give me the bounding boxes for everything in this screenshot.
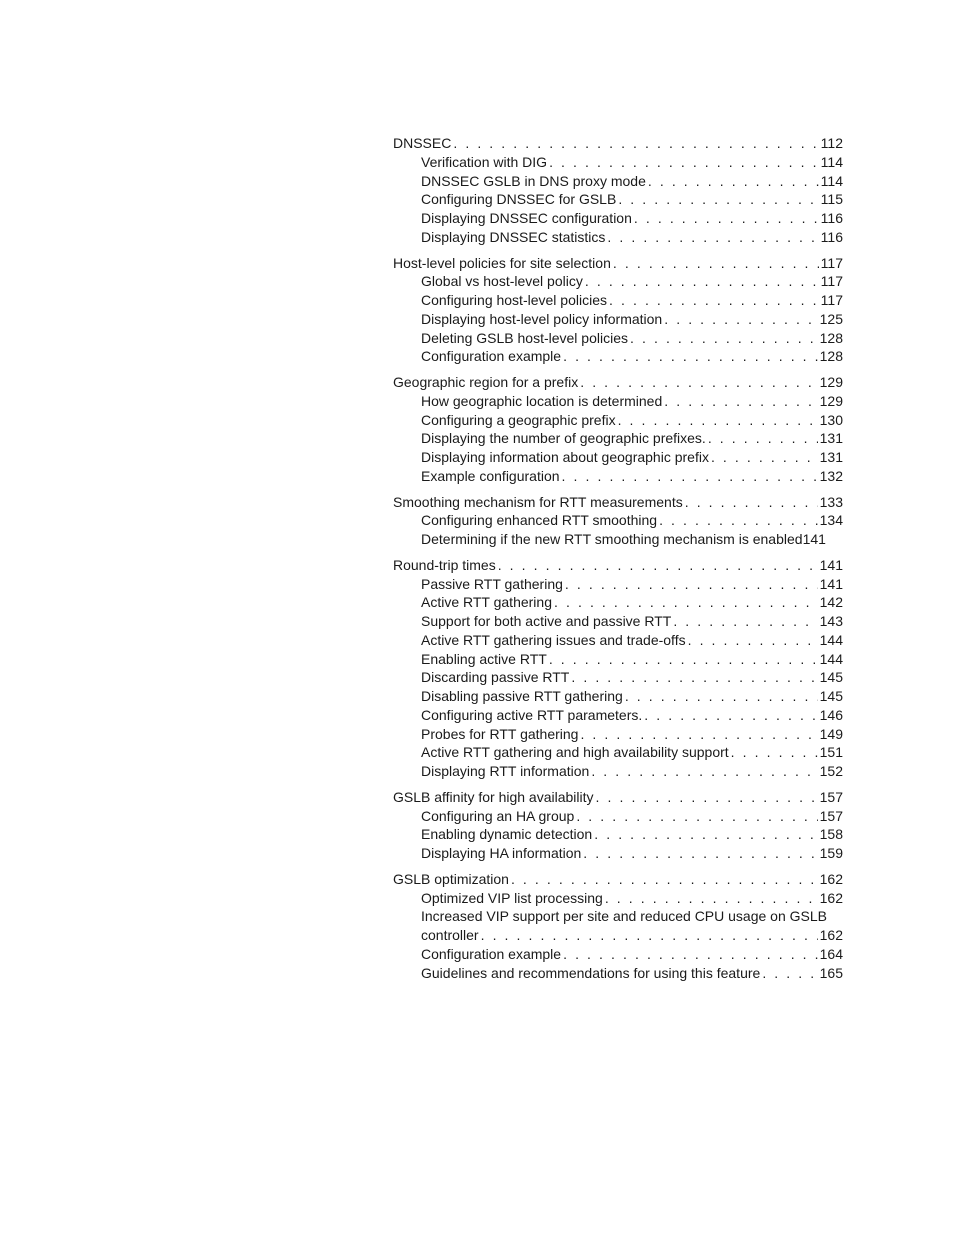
toc-subentry-title: Displaying host-level policy information [421, 310, 663, 327]
toc-subentry-title: Displaying information about geographic prefix [421, 449, 709, 465]
dot-leader [630, 329, 818, 348]
page-number: 117 [820, 273, 843, 290]
toc-subentry-title: Configuration example [421, 348, 562, 365]
page-number: 144 [819, 631, 843, 648]
toc-subentry[interactable] [393, 593, 843, 612]
toc-subentry[interactable] [393, 650, 843, 669]
toc-subentry[interactable] [393, 964, 843, 983]
toc-subentry[interactable] [393, 530, 843, 549]
page-number: 116 [820, 210, 843, 226]
dot-leader [554, 593, 818, 612]
page-number: 134 [819, 512, 843, 529]
toc-subentry[interactable] [393, 272, 843, 291]
toc-subentry-title: Active RTT gathering and high availability support [421, 744, 729, 761]
toc-entry[interactable] [393, 373, 843, 392]
dot-leader [648, 172, 819, 191]
toc-subentry-title: Discarding passive RTT [421, 669, 570, 686]
toc-subentry-title: Disabling passive RTT gathering [421, 688, 623, 704]
toc-subentry-title: Probes for RTT gathering [421, 725, 579, 742]
toc-subentry-title: controller [421, 927, 479, 943]
toc-entry-title: GSLB optimization [393, 870, 509, 887]
dot-leader [711, 448, 818, 467]
toc-subentry-title: Global vs host-level policy [421, 273, 583, 290]
toc-subentry-title: Active RTT gathering issues and trade-offs [421, 631, 686, 648]
toc-subentry[interactable] [393, 448, 843, 467]
toc-subentry[interactable] [393, 807, 843, 826]
page-number: 165 [819, 964, 843, 981]
page-number: 141 [802, 531, 826, 547]
toc-entry-title: Smoothing mechanism for RTT measurements [393, 493, 683, 510]
dot-leader [685, 493, 818, 512]
toc-subentry-title: Enabling active RTT [421, 650, 547, 667]
dot-leader [613, 254, 819, 273]
dot-leader [563, 945, 818, 964]
page-number: 128 [819, 329, 843, 346]
toc-subentry[interactable] [393, 467, 843, 486]
page-number: 145 [819, 669, 843, 686]
toc-subentry-title: DNSSEC GSLB in DNS proxy mode [421, 172, 646, 189]
toc-subentry[interactable] [393, 329, 843, 348]
dot-leader [688, 631, 818, 650]
dot-leader [571, 668, 817, 687]
dot-leader [453, 134, 818, 153]
toc-subentry-title: Example configuration [421, 467, 560, 484]
table-of-contents [393, 134, 843, 989]
page-number: 149 [819, 725, 843, 742]
page-number: 131 [819, 430, 843, 447]
dot-leader [607, 228, 818, 247]
toc-subentry-title: Deleting GSLB host-level policies [421, 329, 628, 346]
toc-subentry[interactable] [393, 668, 843, 687]
toc-subentry-title: Displaying DNSSEC configuration [421, 210, 632, 226]
toc-subentry-title: Determining if the new RTT smoothing mechanism is enabled [421, 531, 803, 547]
page-number: 128 [819, 348, 843, 365]
page-number: 130 [819, 411, 843, 428]
toc-subentry[interactable] [393, 631, 843, 650]
toc-subentry-title: How geographic location is determined [421, 392, 663, 409]
toc-subentry[interactable] [393, 945, 843, 964]
toc-subentry[interactable] [393, 172, 843, 191]
dot-leader [583, 844, 817, 863]
toc-subentry[interactable] [393, 926, 843, 945]
page-number: 146 [819, 706, 843, 723]
page-number: 142 [819, 594, 843, 611]
toc-subentry-title: Displaying DNSSEC statistics [421, 228, 606, 245]
page-number: 117 [820, 292, 843, 308]
toc-entry[interactable] [393, 556, 843, 575]
dot-leader [664, 310, 817, 329]
toc-subentry[interactable] [393, 825, 843, 844]
toc-entry-title: Host-level policies for site selection [393, 254, 611, 271]
dot-leader [576, 807, 817, 826]
dot-leader [580, 373, 817, 392]
toc-entry-title: GSLB affinity for high availability [393, 788, 594, 805]
dot-leader [563, 347, 818, 366]
toc-subentry-title: Configuring enhanced RTT smoothing [421, 512, 658, 529]
toc-section [393, 788, 843, 863]
toc-subentry[interactable] [393, 687, 843, 706]
toc-section [393, 493, 843, 549]
toc-entry[interactable] [393, 788, 843, 807]
page-number: 151 [819, 744, 843, 761]
toc-entry[interactable] [393, 493, 843, 512]
toc-subentry[interactable] [393, 743, 843, 762]
dot-leader [594, 825, 817, 844]
page-number: 132 [819, 467, 843, 484]
toc-subentry[interactable] [393, 706, 843, 725]
dot-leader [673, 612, 817, 631]
toc-subentry-title-line[interactable]: Increased VIP support per site and reduced CPU usage on GSLB [421, 908, 827, 925]
dot-leader [549, 650, 818, 669]
toc-subentry-title: Configuring an HA group [421, 807, 575, 824]
page-number: 115 [820, 191, 843, 208]
toc-subentry[interactable] [393, 411, 843, 430]
toc-subentry[interactable] [393, 310, 843, 329]
toc-entry[interactable] [393, 254, 843, 273]
dot-leader [609, 291, 819, 310]
toc-entry-title: Round-trip times [393, 556, 496, 573]
dot-leader [481, 926, 818, 945]
toc-subentry-title: Active RTT gathering [421, 594, 552, 611]
toc-entry[interactable] [393, 870, 843, 889]
page-number: 162 [819, 889, 843, 906]
page-number: 164 [819, 945, 843, 962]
toc-section [393, 556, 843, 781]
page-number: 112 [820, 135, 843, 151]
toc-subentry[interactable] [393, 762, 843, 781]
toc-subentry[interactable] [393, 228, 843, 247]
toc-subentry-title: Verification with DIG [421, 153, 548, 170]
toc-subentry-title: Configuring DNSSEC for GSLB [421, 191, 617, 208]
dot-leader [596, 788, 818, 807]
toc-subentry-title: Enabling dynamic detection [421, 826, 593, 843]
dot-leader [498, 556, 818, 575]
page-number: 157 [819, 807, 843, 824]
dot-leader [565, 575, 818, 594]
toc-section [393, 870, 843, 983]
toc-subentry-title: Configuring host-level policies [421, 292, 607, 308]
dot-leader [580, 725, 817, 744]
dot-leader [644, 706, 817, 725]
toc-subentry-title: Configuring a geographic prefix [421, 411, 616, 428]
toc-subentry-title: Configuring active RTT parameters. [421, 706, 643, 723]
toc-subentry[interactable] [393, 844, 843, 863]
dot-leader [605, 889, 818, 908]
dot-leader [511, 870, 818, 889]
toc-section [393, 134, 843, 247]
page-number: 117 [820, 254, 843, 271]
toc-entry-title: DNSSEC [393, 135, 452, 151]
dot-leader [708, 429, 818, 448]
toc-subentry[interactable] [393, 291, 843, 310]
toc-subentry[interactable] [393, 190, 843, 209]
toc-subentry[interactable] [393, 392, 843, 411]
page-number: 152 [819, 763, 843, 779]
page-number: 162 [819, 927, 843, 943]
page-number: 129 [819, 392, 843, 409]
page-number: 129 [819, 374, 843, 390]
toc-subentry[interactable] [393, 575, 843, 594]
dot-leader [585, 272, 819, 291]
page-number: 162 [819, 870, 843, 887]
toc-subentry-title: Passive RTT gathering [421, 575, 563, 592]
dot-leader [634, 209, 819, 228]
dot-leader [664, 392, 817, 411]
page-number: 158 [819, 826, 843, 843]
toc-subentry-title: Support for both active and passive RTT [421, 613, 672, 629]
toc-subentry[interactable] [393, 153, 843, 172]
dot-leader [731, 743, 818, 762]
page-number: 144 [819, 650, 843, 667]
dot-leader [659, 511, 818, 530]
toc-subentry[interactable] [393, 889, 843, 908]
toc-entry-title: Geographic region for a prefix [393, 374, 579, 390]
toc-subentry[interactable] [393, 612, 843, 631]
page-number: 159 [819, 845, 843, 861]
toc-subentry-title: Displaying RTT information [421, 763, 590, 779]
dot-leader [549, 153, 819, 172]
toc-section [393, 254, 843, 367]
page-number: 141 [819, 575, 843, 592]
page-number: 145 [819, 688, 843, 704]
toc-subentry-title: Configuration example [421, 945, 562, 962]
dot-leader [562, 467, 818, 486]
page-number: 141 [819, 556, 843, 573]
page-number: 116 [820, 228, 843, 245]
toc-entry[interactable] [393, 134, 843, 153]
page-number: 114 [820, 172, 843, 189]
toc-subentry[interactable] [393, 347, 843, 366]
toc-subentry-title: Optimized VIP list processing [421, 889, 603, 906]
page-number: 114 [820, 153, 843, 170]
toc-subentry[interactable] [393, 429, 843, 448]
dot-leader [625, 687, 818, 706]
page-number: 125 [819, 310, 843, 327]
page-number: 157 [819, 788, 843, 805]
dot-leader [591, 762, 817, 781]
toc-subentry-title: Guidelines and recommendations for using this feature [421, 964, 761, 981]
page-number: 143 [819, 613, 843, 629]
toc-subentry[interactable] [393, 511, 843, 530]
dot-leader [618, 190, 818, 209]
page-number: 133 [819, 493, 843, 510]
toc-subentry-title: Displaying HA information [421, 845, 582, 861]
toc-subentry[interactable] [393, 209, 843, 228]
toc-subentry-title: Displaying the number of geographic prefixes. [421, 430, 706, 447]
page-number: 131 [819, 449, 843, 465]
toc-subentry[interactable] [393, 725, 843, 744]
dot-leader [762, 964, 817, 983]
dot-leader [618, 411, 818, 430]
toc-section [393, 373, 843, 486]
